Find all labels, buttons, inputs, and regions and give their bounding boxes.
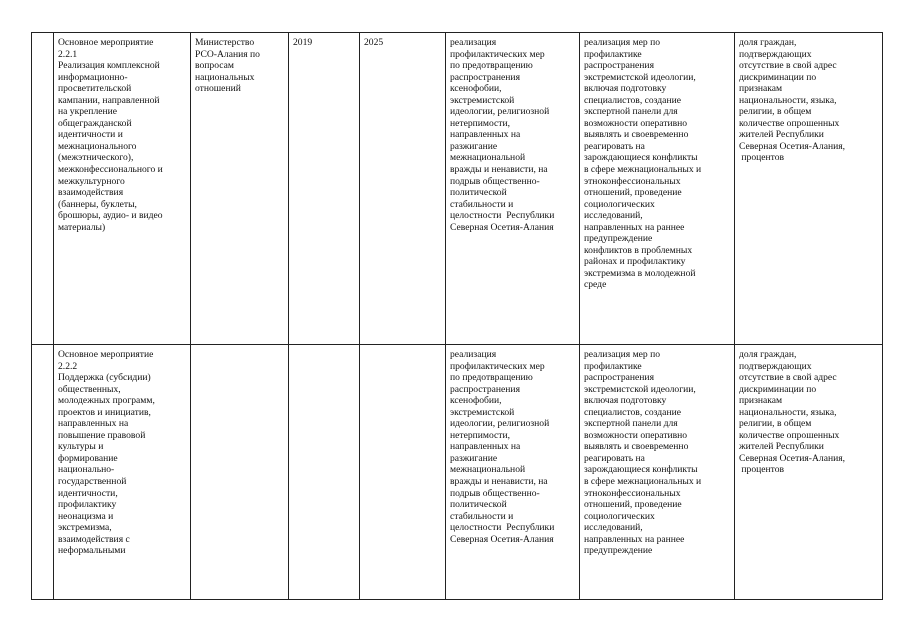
indicator-cell: доля граждан, подтверждающих отсутствие в свой адрес дискриминации по признакам национальности, языка, религии, в общем количестве опрошенных жителей Республики Северная Осетия-Алания, процентов (735, 33, 883, 345)
end-year-cell (360, 345, 446, 600)
expected-result-cell: реализация профилактических мер по предотвращению распространения ксенофобии, экстремистской идеологии, религиозной нетерпимости, направленных на разжигание межнациональной вражды и ненависти, на подрыв общественно- политической стабильности и целостности Республики Северная Осетия-Алания (446, 345, 580, 600)
measure-name-cell: Основное мероприятие 2.2.2 Поддержка (субсидии) общественных, молодежных программ, проектов и инициатив, направленных на повышение правовой культуры и формирование национально- государственной идентичности, профилактику неонацизма и экстремизма, взаимодействия с неформальными (54, 345, 191, 600)
row-number-cell (32, 33, 54, 345)
measure-name-cell: Основное мероприятие 2.2.1 Реализация комплексной информационно- просветительской кампании, направленной на укрепление общегражданской идентичности и межнационального (межэтнического), межконфессионального и межкультурного взаимодействия (баннеры, буклеты, брошюры, аудио- и видео материалы) (54, 33, 191, 345)
program-measures-table (31, 32, 883, 600)
end-year-cell: 2025 (360, 33, 446, 345)
start-year-cell: 2019 (289, 33, 360, 345)
row-number-cell (32, 345, 54, 600)
table-row (32, 345, 883, 600)
table-row (32, 33, 883, 345)
indicator-cell: доля граждан, подтверждающих отсутствие в свой адрес дискриминации по признакам национальности, языка, религии, в общем количестве опрошенных жителей Республики Северная Осетия-Алания, процентов (735, 345, 883, 600)
expected-result-cell: реализация профилактических мер по предотвращению распространения ксенофобии, экстремистской идеологии, религиозной нетерпимости, направленных на разжигание межнациональной вражды и ненависти, на подрыв общественно- политической стабильности и целостности Республики Северная Осетия-Алания (446, 33, 580, 345)
start-year-cell (289, 345, 360, 600)
content-cell: реализация мер по профилактике распространения экстремистской идеологии, включая подготовку специалистов, создание экспертной панели для возможности оперативно выявлять и своевременно реагировать на зарождающиеся конфликты в сфере межнациональных и этноконфессиональных отношений, проведение социологических исследований, направленных на раннее предупреждение (580, 345, 735, 600)
executor-cell: Министерство РСО-Алания по вопросам национальных отношений (191, 33, 289, 345)
content-cell: реализация мер по профилактике распространения экстремистской идеологии, включая подготовку специалистов, создание экспертной панели для возможности оперативно выявлять и своевременно реагировать на зарождающиеся конфликты в сфере межнациональных и этноконфессиональных отношений, проведение социологических исследований, направленных на раннее предупреждение конфликтов в проблемных районах и профилактику экстремизма в молодежной среде (580, 33, 735, 345)
executor-cell (191, 345, 289, 600)
